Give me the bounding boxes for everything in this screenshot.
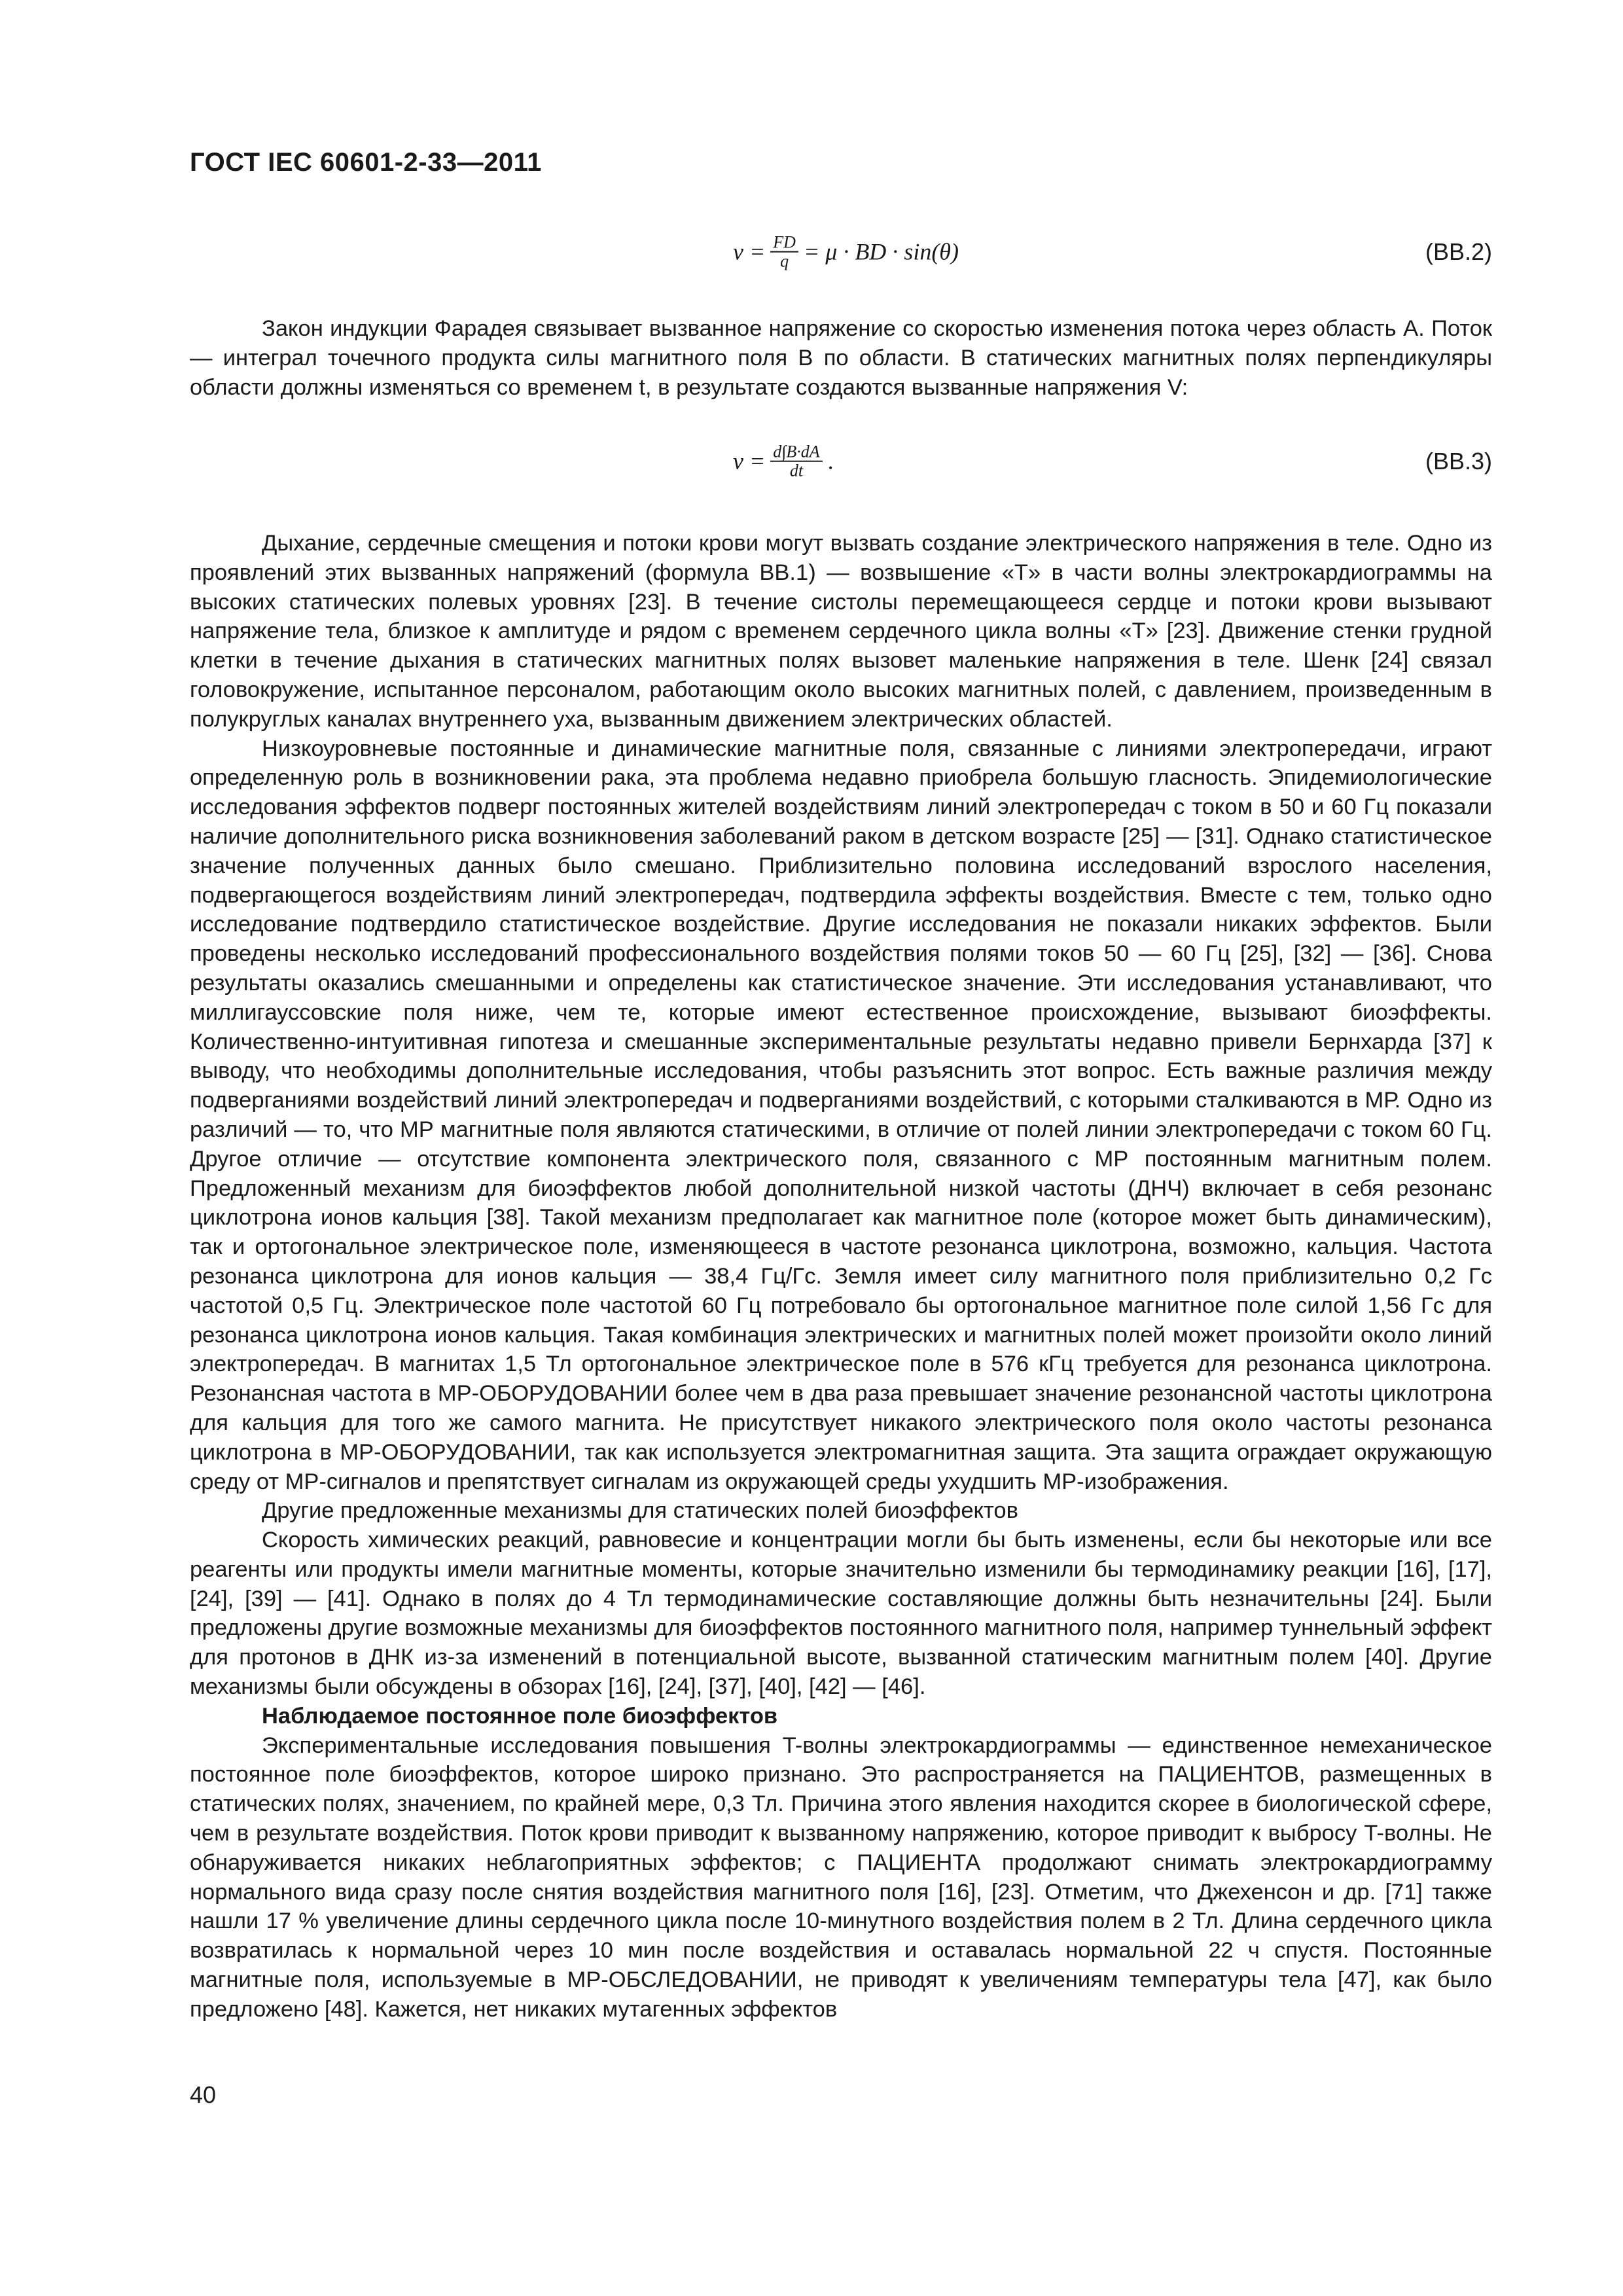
paragraph-5: Экспериментальные исследования повышения T-волны электрокардиограммы — единственное немеханическое постоянное поле биоэффектов, которое широко признано. Это распространяется на ПАЦИЕНТОВ, размещенных в статических полях, значением, по крайней мере, 0,3 Тл. Причина этого явления находится скорее в биологической сфере, чем в результате воздействия. Поток крови приводит к вызванному напряжению, которое приводит к выбросу T-волны. Не обнаруживается никаких неблагоприятных эффектов; с ПАЦИЕНТА продолжают снимать электрокардиограмму нормального вида сразу после снятия воздействия магнитного поля [16], [23]. Отметим, что Джехенсон и др. [71] также нашли 17 % увеличение длины сердечного цикла после 10-минутного воздействия полем в 2 Тл. Длина сердечного цикла возвратилась к нормальной через 10 мин после воздействия и оставалась нормальной 22 ч спустя. Постоянные магнитные поля, используемые в МР-ОБСЛЕДОВАНИИ, не приводят к увеличениям температуры тела [47], как было предложено [48]. Кажется, нет никаких мутагенных эффектов xyxy=(190,1732,1492,2022)
document-header: ГОСТ IEC 60601-2-33—2011 xyxy=(190,148,542,177)
formula-bb3-numerator: d∫B·dA xyxy=(770,443,822,462)
section-subheading: Наблюдаемое постоянное поле биоэффектов xyxy=(262,1703,778,1729)
paragraph-2: Низкоуровневые постоянные и динамические магнитные поля, связанные с линиями электропередачи, играют определенную роль в возникновении рака, эта проблема недавно приобрела большую гласность. Эпидемиологические исследования эффектов подверг постоянных жителей воздействиям линий электропередач с током в 50 и 60 Гц показали наличие дополнительного риска возникновения заболеваний раком в детском возрасте [25] — [31]. Однако статистическое значение полученных данных было смешано. Приблизительно половина исследований взрослого населения, подвергающегося воздействиям линий электропередач, подтвердила эффекты воздействия. Вместе с тем, только одно исследование подтвердило статистическое воздействие. Другие исследования не показали никаких эффектов. Были проведены несколько исследований профессионального воздействия полями токов 50 — 60 Гц [25], [32] — [36]. Снова результаты оказались смешанными и определены как статистическое значение. Эти исследования устанавливают, что миллигауссовские поля ниже, чем те, которые имеют естественное происхождение, вызывают биоэффекты. Количественно-интуитивная гипотеза и смешанные экспериментальные результаты недавно привели Бернхарда [37] к выводу, что необходимы дополнительные исследования, чтобы разъяснить этот вопрос. Есть важные различия между подверганиями воздействий линий электропередач и подверганиями воздействий, с которыми сталкиваются в МР. Одно из различий — то, что МР магнитные поля являются статическими, в отличие от полей линии электропередачи с током 60 Гц. Другое отличие — отсутствие компонента электрического поля, связанного с МР постоянным магнитным полем. Предложенный механизм для биоэффектов любой дополнительной низкой частоты (ДНЧ) включает в себя резонанс циклотрона ионов кальция [38]. Такой механизм предполагает как магнитное поле (которое может быть динамическим), так и ортогональное электрическое поле, изменяющееся в частоте резонанса циклотрона, возможно, кальция. Частота резонанса циклотрона для ионов кальция — 38,4 Гц/Гс. Земля имеет силу магнитного поля приблизительно 0,2 Гс частотой 0,5 Гц. Электрическое поле частотой 60 Гц потребовало бы ортогональное магнитное поле силой 1,56 Гс для резонанса циклотрона ионов кальция. Такая комбинация электрических и магнитных полей может произойти около линий электропередач. В магнитах 1,5 Тл ортогональное электрическое поле в 576 кГц требуется для резонанса циклотрона. Резонансная частота в МР-ОБОРУДОВАНИИ более чем в два раза превышает значение резонансной частоты циклотрона для кальция для того же самого магнита. Не присутствует никакого электрического поля около частоты резонанса циклотрона в МР-ОБОРУДОВАНИИ, так как используется электромагнитная защита. Эта защита ограждает окружающую среду от МР-сигналов и препятствует сигналам из окружающей среды ухудшить МР-изображения. xyxy=(190,736,1492,1494)
formula-bb2-fraction xyxy=(770,234,798,271)
paragraph-4: Скорость химических реакций, равновесие и концентрации могли бы быть изменены, если бы некоторые или все реагенты или продукты имели магнитные моменты, которые значительно изменили бы термодинамику реакции [16], [17], [24], [39] — [41]. Однако в полях до 4 Тл термодинамические составляющие должны быть незначительны [24]. Были предложены другие возможные механизмы для биоэффектов постоянного магнитного поля, например туннельный эффект для протонов в ДНК из-за изменений в потенциальной высоте, вызванной статическим магнитным полем [40]. Другие механизмы были обсуждены в обзорах [16], [24], [37], [40], [42] — [46]. xyxy=(190,1528,1492,1700)
formula-bb3 xyxy=(190,432,1492,491)
formula-bb2-label: (BB.2) xyxy=(1425,238,1492,265)
formula-bb2-numerator: FD xyxy=(770,234,798,253)
faraday-paragraph-block xyxy=(190,314,1492,402)
formula-bb3-lhs: v = xyxy=(733,448,766,475)
page-number: 40 xyxy=(190,2081,217,2108)
formula-bb2-lhs: v = xyxy=(733,239,766,265)
paragraph-1: Дыхание, сердечные смещения и потоки крови могут вызвать создание электрического напряжения в теле. Одно из проявлений этих вызванных напряжений (формула BB.1) — возвышение «T» в части волны электрокардиограммы на высоких статических полевых уровнях [23]. В течение систолы перемещающееся сердце и потоки крови вызывают напряжение тела, близкое к амплитуде и рядом с временем сердечного цикла волны «T» [23]. Движение стенки грудной клетки в течение дыхания в статических магнитных полях вызовет маленькие напряжения в теле. Шенк [24] связал головокружение, испытанное персоналом, работающим около высоких магнитных полей, с давлением, произведенным в полукруглых каналах внутреннего уха, вызванным движением электрических областей. xyxy=(190,531,1492,732)
formula-bb2 xyxy=(190,223,1492,281)
formula-bb3-denominator: dt xyxy=(789,461,804,480)
formula-bb2-denominator: q xyxy=(780,252,789,271)
formula-bb2-rhs: = μ · BD · sin(θ) xyxy=(803,239,959,265)
paragraph-3: Другие предложенные механизмы для статических полей биоэффектов xyxy=(262,1498,1018,1524)
paragraph-faraday: Закон индукции Фарадея связывает вызванное напряжение со скоростью изменения потока через область A. Поток — интеграл точечного продукта силы магнитного поля B по области. В статических магнитных полях перпендикуляры области должны изменяться со временем t, в результате создаются вызванные напряжения V: xyxy=(190,316,1492,400)
formula-bb3-fraction xyxy=(770,443,822,480)
formula-bb3-rhs: . xyxy=(827,448,834,475)
formula-bb3-label: (BB.3) xyxy=(1425,448,1492,475)
main-text-block xyxy=(190,529,1492,2024)
